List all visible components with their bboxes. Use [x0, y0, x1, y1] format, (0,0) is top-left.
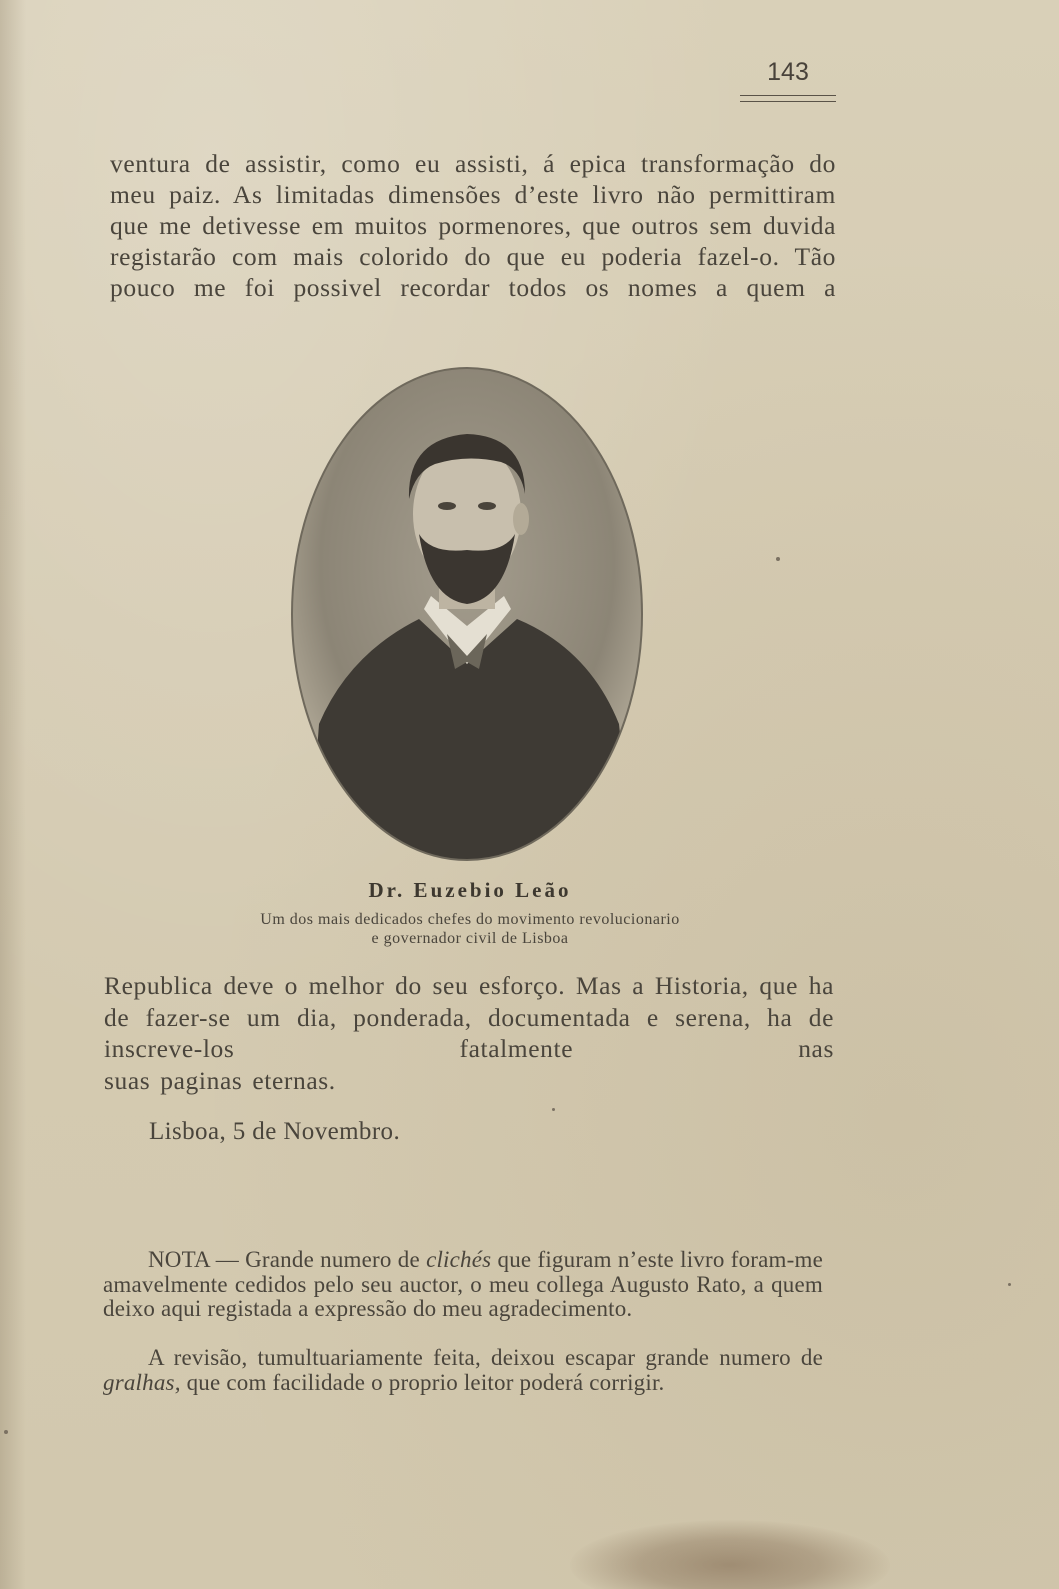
date-line: Lisboa, 5 de Novembro. [149, 1118, 401, 1145]
note-text: que figuram n’este livro foram-me amavelmente cedidos pelo seu auctor, o meu collega Augusto Rato, a quem deixo aqui registada a expressão do meu agradecimento. [103, 1247, 824, 1321]
note-italic-word: clichés [426, 1247, 492, 1272]
caption-line: Um dos mais dedicados chefes do movimento revolucionario [260, 911, 680, 928]
caption-line: e governador civil de Lisboa [371, 930, 569, 947]
note-label: NOTA — Grande numero de [148, 1247, 420, 1272]
page-number-rule [740, 95, 836, 102]
note-italic-word: gralhas, [103, 1369, 181, 1395]
portrait-caption-name: Dr. Euzebio Leão [368, 878, 572, 902]
paper-speck [4, 1430, 8, 1434]
second-paragraph [104, 970, 834, 1096]
paper-speck [552, 1108, 555, 1111]
paragraph-last-line: suas paginas eternas. [104, 1065, 336, 1095]
paper-speck [1008, 1283, 1011, 1286]
portrait-illustration [289, 364, 646, 864]
note-paragraph-2 [103, 1346, 823, 1395]
note-text: que com facilidade o proprio leitor poderá corrigir. [186, 1369, 665, 1395]
page-number: 143 [767, 58, 809, 86]
note-text: A revisão, tumultuariamente feita, deixou escapar grande numero de [148, 1345, 823, 1370]
portrait-engraving-icon [289, 364, 646, 864]
portrait-caption-description [170, 910, 770, 948]
paragraph-body: Republica deve o melhor do seu esforço. Mas a Historia, que ha de fazer-se um dia, ponderada, documentada e serena, ha de inscreve-los fatalmente nas [104, 971, 834, 1063]
top-paragraph: ventura de assistir, como eu assisti, á epica transformação do meu paiz. As limitadas dimensões d’este livro não permittiram que me detivesse em muitos pormenores, que outros sem duvida registarão com mais colorido do que eu poderia fazel-o. Tão pouco me foi possivel recordar todos os nomes a quem a [110, 149, 836, 302]
paper-speck [776, 557, 780, 561]
note-paragraph-1 [103, 1248, 823, 1322]
paper-stain [570, 1520, 890, 1589]
page-edge-shadow [0, 0, 26, 1589]
